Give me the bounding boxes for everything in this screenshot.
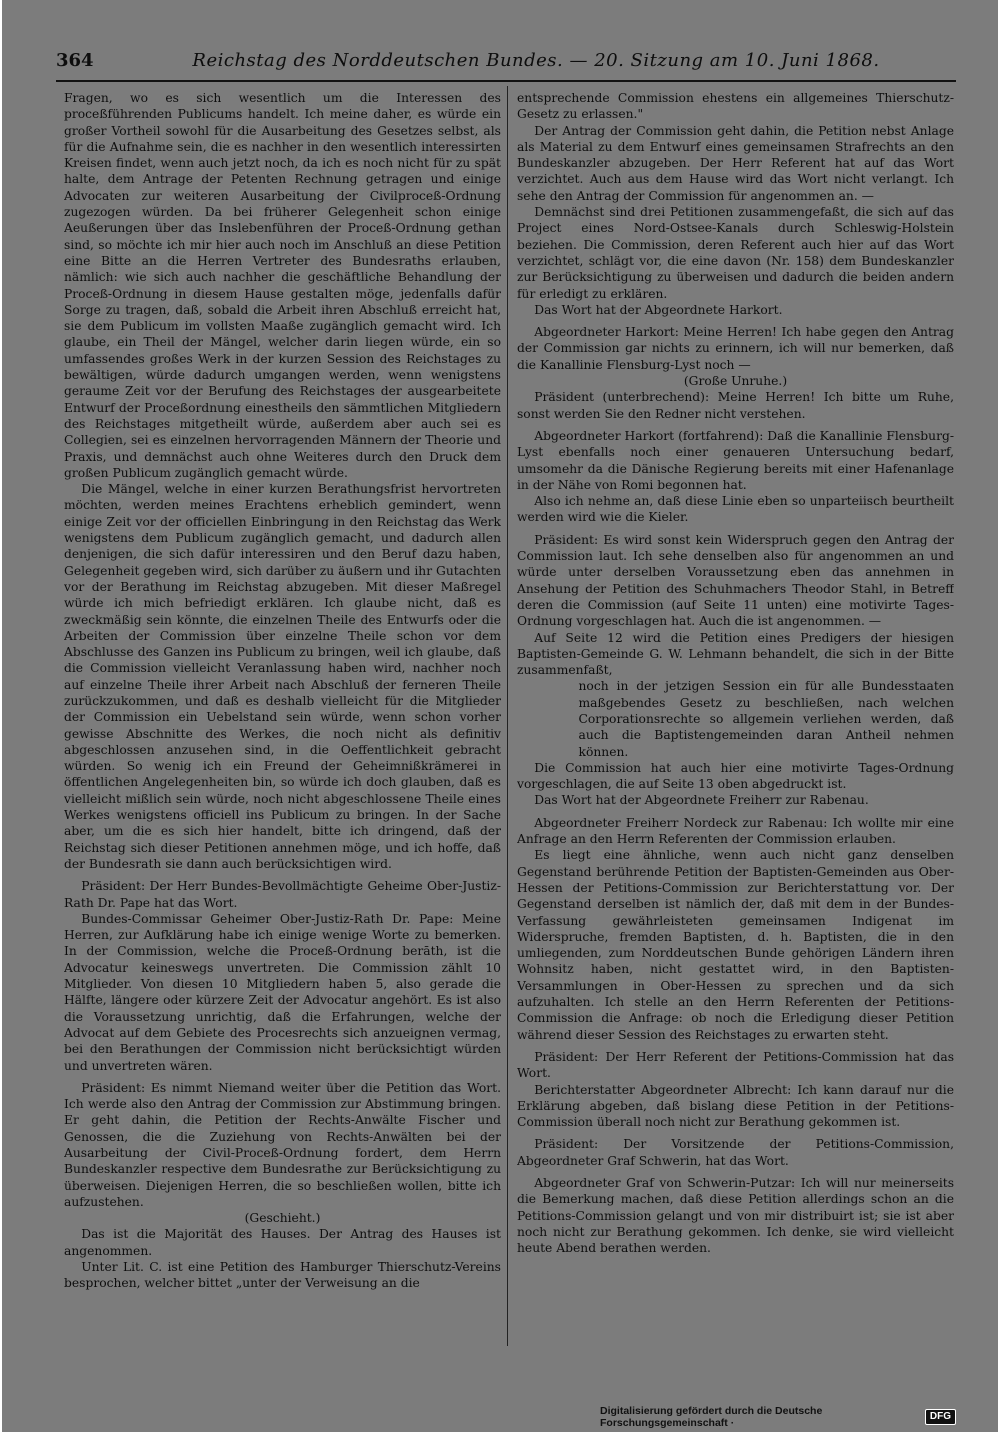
running-title: Reichstag des Norddeutschen Bundes. — 20. Sitzung am 10. Juni 1868. xyxy=(192,50,880,71)
speaker-paragraph: Präsident: Der Herr Bundes-Bevollmächtigte Geheime Ober-Justiz-Rath Dr. Pape hat das Wort. xyxy=(64,879,501,910)
speaker-paragraph: Berichterstatter Abgeordneter Albrecht: Ich kann darauf nur die Erklärung abgeben, daß bislang diese Petition in der Petitions-Commission überall noch nicht zur Berathung gekommen ist. xyxy=(517,1082,954,1130)
header-rule xyxy=(56,80,956,82)
paragraph: Demnächst sind drei Petitionen zusammengefaßt, die sich auf das Project eines Nord-Ostsee-Kanals durch Schleswig-Holstein beziehen. Die Commission, deren Referent auch hier auf das Wort verzichtet, schlägt vor, die eine davon (Nr. 158) dem Bundeskanzler zur Berücksichtigung zu überweisen und dadurch die beiden andern für erledigt zu erklären. xyxy=(517,205,954,301)
paragraph: Also ich nehme an, daß diese Linie eben so unparteiisch beurtheilt werden wird wie die Kieler. xyxy=(517,494,954,525)
credit-text: Digitalisierung gefördert durch die Deutsche Forschungsgemeinschaft · xyxy=(600,1405,823,1429)
paragraph: entsprechende Commission ehestens ein allgemeines Thierschutz-Gesetz zu erlassen." xyxy=(517,91,954,122)
quoted-petition: noch in der jetzigen Session ein für alle Bundesstaaten maßgebendes Gesetz zu beschließen, nach welchen Corporationsrechte so allgemein verliehen werden, daß auch die Baptistengemeinden daran Antheil nehmen können. xyxy=(578,679,954,759)
right-column xyxy=(517,90,954,1348)
speaker-paragraph: Präsident (unterbrechend): Meine Herren! Ich bitte um Ruhe, sonst werden Sie den Redner nicht verstehen. xyxy=(517,390,954,421)
paragraph: Auf Seite 12 wird die Petition eines Predigers der hiesigen Baptisten-Gemeinde G. W. Lehmann behandelt, die sich in der Bitte zusammenfaßt, xyxy=(517,630,954,678)
speaker-paragraph: Präsident: Der Herr Referent der Petitions-Commission hat das Wort. xyxy=(517,1049,954,1081)
left-column xyxy=(64,90,501,1348)
paragraph: Die Mängel, welche in einer kurzen Berathungsfrist hervortreten möchten, werden meines Erachtens erheblich gemindert, wenn einige Zeit vor der officiellen Einbringung in den Reichstag das Werk wenigstens dem Publicum zugänglich gemacht, und dadurch allen denjenigen, die sich dafür interessiren und den Beruf dazu haben, Gelegenheit gegeben wird, sich darüber zu äußern und ihr Gutachten vor der Berathung im Reichstag abzugeben. Mit dieser Maßregel würde ich mich befriedigt erklären. Ich glaube nicht, daß es zweckmäßig sein könnte, die einzelnen Theile des Entwurfs oder die Arbeiten der Commission über einzelne Theile schon vor dem Abschlusse des Ganzen ins Publicum zu bringen, weil ich glaube, daß die Commission vielleicht Veranlassung haben wird, nachher noch auf einzelne Theile ihrer Arbeit nach Abschluß der ferneren Theile zurückzukommen, und daß es deshalb vielleicht für die Mitglieder der Commission ein Uebelstand sein würde, wenn schon vorher gewisse Abschnitte des Werkes, die noch nicht als definitiv abgeschlossen anzusehen sind, in die Oeffentlichkeit gebracht würden. So wenig ich ein Freund der Geheimnißkrämerei in öffentlichen Angelegenheiten bin, so würde ich doch glauben, daß es vielleicht mißlich sein würde, noch nicht abgeschlossene Theile eines Werkes wenigstens officiell ins Publicum zu bringen. In der Sache aber, um die es sich hier handelt, bitte ich dringend, daß der Reichstag sich dieser Petitionen annehmen möge, und ich hoffe, daß der Bundesrath sie dann auch berücksichtigen wird. xyxy=(64,482,501,871)
speaker-paragraph: Präsident: Es nimmt Niemand weiter über die Petition das Wort. Ich werde also den Antrag der Commission zur Abstimmung bringen. Er geht dahin, die Petition der Rechts-Anwälte Fischer und Genossen, die die Zuziehung von Rechts-Anwälten bei der Ausarbeitung der Civil-Proceß-Ordnung fordert, dem Herrn Bundeskanzler respective dem Bundesrathe zur Berücksichtigung zu überweisen. Diejenigen Herren, die so beschließen wollen, bitte ich aufzustehen. xyxy=(64,1080,501,1209)
scan-edge-left xyxy=(0,0,2,1432)
stage-direction: (Große Unruhe.) xyxy=(683,374,788,389)
speaker-paragraph: Abgeordneter Harkort (fortfahrend): Daß die Kanallinie Flensburg-Lyst ebenfalls noch einer genaueren Untersuchung bedarf, umsomehr da die Dänische Regierung bereits mit einer Hafenanlage in der Nähe von Romi begonnen hat. xyxy=(517,428,954,492)
paragraph: Das Wort hat der Abgeordnete Freiherr zur Rabenau. xyxy=(534,793,869,808)
speaker-paragraph: Abgeordneter Harkort: Meine Herren! Ich habe gegen den Antrag der Commission gar nichts zu erinnern, ich will nur bemerken, daß die Kanallinie Flensburg-Lyst noch — xyxy=(517,325,954,372)
speaker-paragraph: Präsident: Der Vorsitzende der Petitions-Commission, Abgeordneter Graf Schwerin, hat das Wort. xyxy=(517,1137,954,1168)
dfg-logo: DFG xyxy=(925,1409,956,1425)
digitization-credit xyxy=(600,1405,956,1429)
paragraph: Die Commission hat auch hier eine motivirte Tages-Ordnung vorgeschlagen, die auf Seite 13 oben abgedruckt ist. xyxy=(517,760,954,792)
speaker-paragraph: Präsident: Es wird sonst kein Widerspruch gegen den Antrag der Commission laut. Ich sehe denselben also für angenommen an und würde unter derselben Voraussetzung eben das annehmen in Ansehung der Petition des Schuhmachers Theodor Stahl, in Betreff deren die Commission (auf Seite 11 unten) eine motivirte Tages-Ordnung vorgeschlagen hat. Auch die ist angenommen. — xyxy=(517,532,954,629)
column-divider xyxy=(507,86,508,1346)
paragraph: Unter Lit. C. ist eine Petition des Hamburger Thierschutz-Vereins besprochen, welcher bittet „unter der Verweisung an die xyxy=(64,1260,501,1291)
speaker-paragraph: Bundes-Commissar Geheimer Ober-Justiz-Rath Dr. Pape: Meine Herren, zur Aufklärung habe ich einige wenige Worte zu bemerken. In der Commission, welche die Proceß-Ordnung berāth, ist die Advocatur keineswegs unvertreten. Die Commission zählt 10 Mitglieder. Von diesen 10 Mitgliedern haben 5, also gerade die Hälfte, längere oder kürzere Zeit der Advocatur angehört. Es ist also die Voraussetzung unrichtig, daß die Erfahrungen, welche der Advocat auf dem Gebiete des Procesrechts sich anzueignen vermag, bei den Berathungen der Commission nicht berücksichtigt würden und unvertreten wären. xyxy=(64,911,501,1073)
speaker-paragraph: Abgeordneter Freiherr Nordeck zur Rabenau: Ich wollte mir eine Anfrage an den Herrn Referenten der Commission erlauben. xyxy=(517,815,954,847)
speaker-paragraph: Abgeordneter Graf von Schwerin-Putzar: Ich will nur meinerseits die Bemerkung machen, daß diese Petition allerdings schon an die Petitions-Commission gelangt und von mir distribuirt ist; sie ist aber noch nicht zur Berathung gekommen. Ich denke, sie wird vielleicht heute Abend berathen werden. xyxy=(517,1176,954,1256)
paragraph: Das ist die Majorität des Hauses. Der Antrag des Hauses ist angenommen. xyxy=(64,1227,501,1258)
paragraph: Es liegt eine ähnliche, wenn auch nicht ganz denselben Gegenstand berührende Petition der Baptisten-Gemeinden aus Ober-Hessen der Petitions-Commission zur Berichterstattung vor. Der Gegenstand derselben ist nämlich der, daß mit dem in der Bundes-Verfassung gewährleisteten gemeinsamen Indigenat im Widerspruche, fremden Baptisten, d. h. Baptisten, die in den umliegenden, zum Norddeutschen Bunde gehörigen Ländern ihren Wohnsitz haben, nicht gestattet wird, in den Baptisten-Versammlungen in Ober-Hessen zu sprechen und da sich aufzuhalten. Ich stelle an den Herrn Referenten der Petitions-Commission die Anfrage: ob noch die Erledigung dieser Petition während dieser Session des Reichstages zu erwarten steht. xyxy=(517,848,954,1042)
paragraph: Fragen, wo es sich wesentlich um die Interessen des proceßführenden Publicums handelt. Ich meine daher, es würde ein großer Vortheil sowohl für die Ausarbeitung des Gesetzes selbst, als für die Aufnahme sein, die es nachher in den wesentlich interessirten Kreisen findet, wenn auch jetzt noch, da ich es noch nicht für zu spät halte, dem Antrage der Petenten Rechnung getragen und einige Advocaten zur weiteren Ausarbeitung der Civilproceß-Ordnung zugezogen würden. Da bei früherer Gelegenheit schon einige Aeußerungen über das Inslebenführen der Proceß-Ordnung gethan sind, so möchte ich mir hier auch noch im Anschluß an diese Petition eine Bitte an die Herren Vertreter des Bundesraths erlauben, nämlich: wie sich auch nachher die geschäftliche Behandlung der Proceß-Ordnung in diesem Hause gestalten möge, jedenfalls dafür Sorge zu tragen, daß, sobald die Arbeit ihren Abschluß erreicht hat, sie dem Publicum im vollsten Maaße zugänglich gemacht wird. Ich glaube, ein Theil der Mängel, welcher darin liegen würde, ein so umfassendes großes Werk in der kurzen Session des Reichstages zu bewältigen, würde dadurch umgangen werden, wenn wenigstens geraume Zeit vor der Berufung des Reichstages der ausgearbeitete Entwurf der Proceßordnung einestheils den sämmtlichen Mitgliedern des Reichstages mitgetheilt würde, außerdem aber auch sei es Collegien, sei es einzelnen hervorragenden Männern der Theorie und Praxis, und demnächst auch ohne Weiteres durch den Druck dem großen Publicum zugänglich gemacht würde. xyxy=(64,91,501,480)
page-number: 364 xyxy=(56,50,94,71)
page-header xyxy=(56,50,956,80)
paragraph: Der Antrag der Commission geht dahin, die Petition nebst Anlage als Material zu dem Entwurf eines gemeinsamen Strafrechts an den Bundeskanzler abzugeben. Der Herr Referent hat auf das Wort verzichtet. Auch aus dem Hause wird das Wort nicht verlangt. Ich sehe den Antrag der Commission für angenommen an. — xyxy=(517,123,954,203)
paragraph: Das Wort hat der Abgeordnete Harkort. xyxy=(534,302,783,317)
stage-direction: (Geschieht.) xyxy=(244,1211,321,1226)
